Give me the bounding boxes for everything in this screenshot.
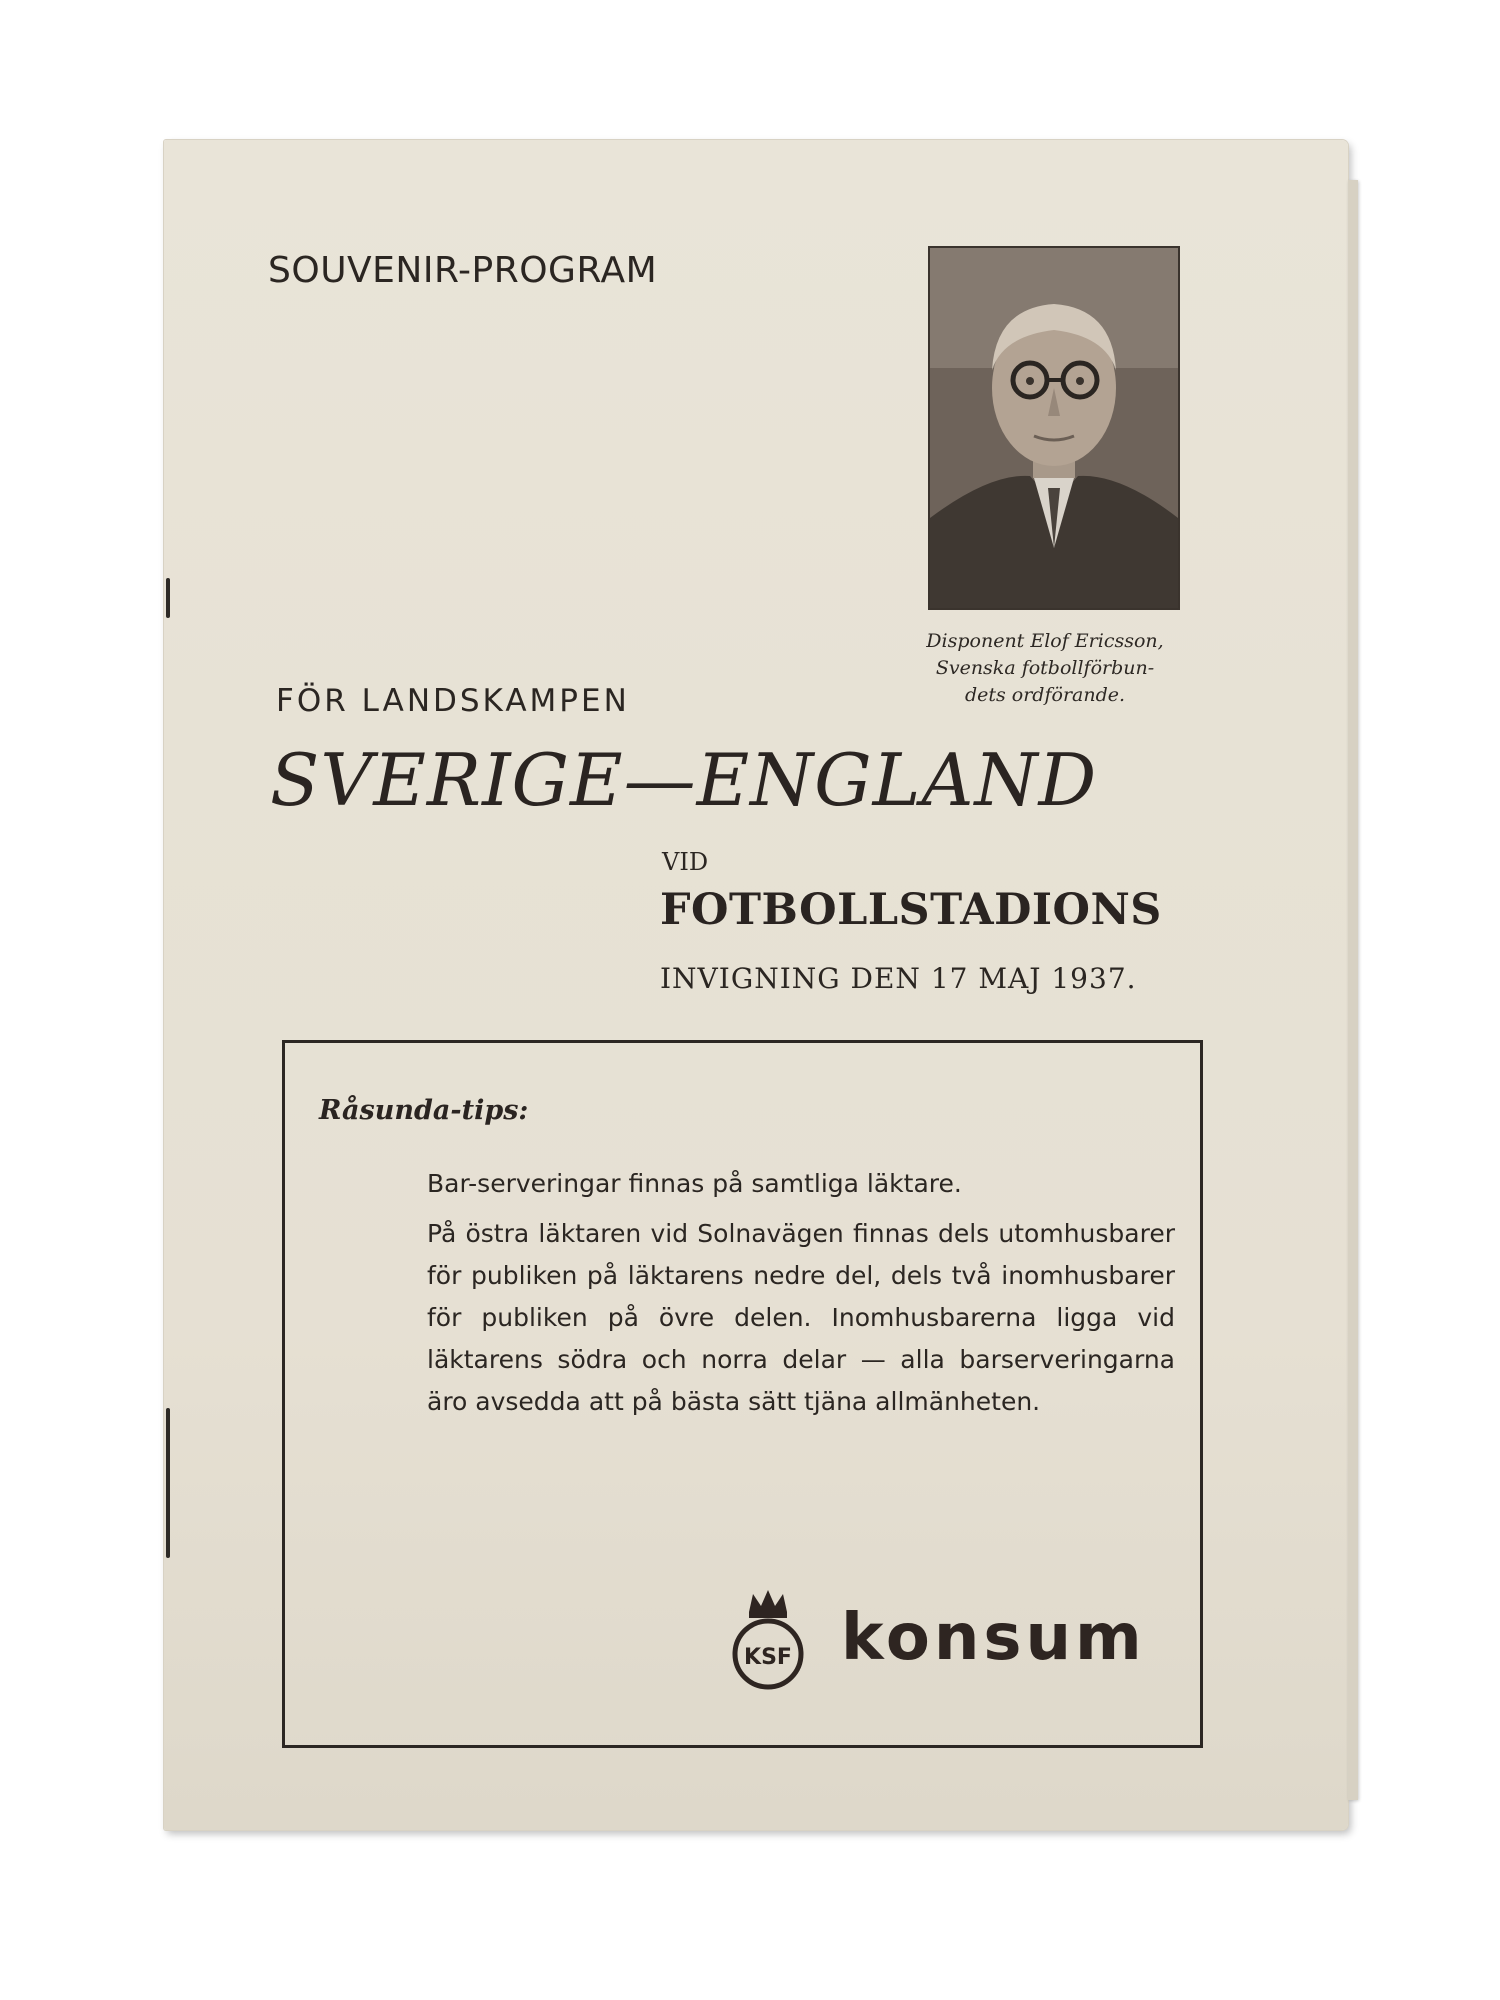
- caption-line: Disponent Elof Ericsson,: [926, 630, 1164, 652]
- emblem-letters: KSF: [744, 1645, 792, 1670]
- match-intro: FÖR LANDSKAMPEN: [276, 683, 630, 719]
- advert-heading: Råsunda-tips:: [319, 1095, 529, 1126]
- advert-body: [427, 1163, 1175, 1423]
- caption-line: Svenska fotbollförbun-: [935, 657, 1155, 679]
- venue-name: FOTBOLLSTADIONS: [660, 885, 1162, 935]
- portrait-photo: [928, 246, 1180, 610]
- brand-name: konsum: [841, 1601, 1146, 1675]
- ksf-crown-emblem-icon: [729, 1586, 807, 1690]
- advert-paragraph: På östra läktaren vid Solnavägen finnas dels utomhusbarer för publiken på läktarens nedre del, dels två inomhusbarer för publiken på övre delen. Inomhusbarerna ligga vid läktarens södra och norra delar — alla barserveringarna äro avsedda att på bästa sätt tjäna allmänheten.: [427, 1219, 1175, 1416]
- brand-logo: [729, 1583, 1146, 1693]
- photo-caption: [890, 628, 1200, 709]
- program-header: SOUVENIR-PROGRAM: [268, 250, 658, 291]
- inauguration-date: INVIGNING DEN 17 MAJ 1937.: [660, 962, 1137, 995]
- match-title: SVERIGE—ENGLAND: [270, 738, 1098, 822]
- advert-box: [282, 1040, 1203, 1748]
- venue-preposition: VID: [662, 848, 709, 876]
- advert-line: Bar-serveringar finnas på samtliga läktare.: [427, 1169, 962, 1198]
- binding-staple: [166, 578, 170, 618]
- caption-line: dets ordförande.: [964, 684, 1126, 706]
- binding-staple: [166, 1408, 170, 1558]
